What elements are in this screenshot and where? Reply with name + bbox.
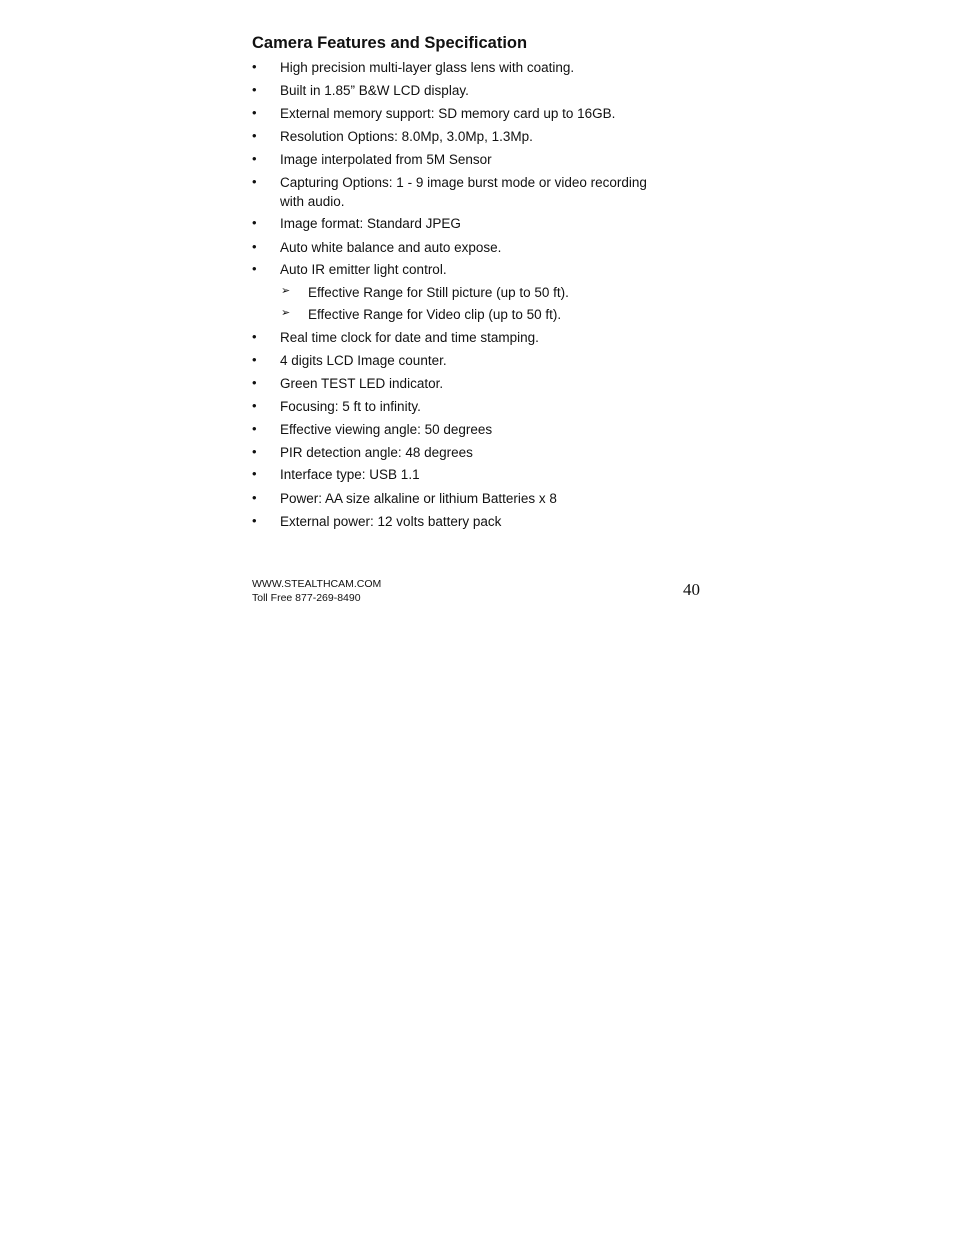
list-item: Capturing Options: 1 - 9 image burst mode or video recording bbox=[280, 175, 647, 190]
list-item: Effective viewing angle: 50 degrees bbox=[280, 422, 493, 437]
bullet-icon: • bbox=[252, 398, 257, 413]
footer-phone: Toll Free 877-269-8490 bbox=[252, 592, 361, 604]
bullet-icon: • bbox=[252, 513, 257, 528]
sub-list-item: Effective Range for Still picture (up to 50 ft). bbox=[308, 285, 569, 300]
list-item: External power: 12 volts battery pack bbox=[280, 514, 502, 529]
bullet-icon: • bbox=[252, 105, 257, 120]
list-item: High precision multi-layer glass lens with coating. bbox=[280, 60, 575, 75]
bullet-icon: • bbox=[252, 239, 257, 254]
bullet-icon: • bbox=[252, 82, 257, 97]
section-heading: Camera Features and Specification bbox=[252, 34, 528, 52]
bullet-icon: • bbox=[252, 352, 257, 367]
bullet-icon: • bbox=[252, 375, 257, 390]
list-item: Interface type: USB 1.1 bbox=[280, 467, 420, 482]
bullet-icon: • bbox=[252, 174, 257, 189]
list-item-continuation: with audio. bbox=[280, 194, 345, 209]
footer-website: WWW.STEALTHCAM.COM bbox=[252, 578, 382, 590]
list-item: External memory support: SD memory card up to 16GB. bbox=[280, 106, 616, 121]
list-item: Green TEST LED indicator. bbox=[280, 376, 444, 391]
list-item: Power: AA size alkaline or lithium Batteries x 8 bbox=[280, 491, 557, 506]
list-item: Auto white balance and auto expose. bbox=[280, 240, 502, 255]
bullet-icon: • bbox=[252, 444, 257, 459]
list-item: Real time clock for date and time stamping. bbox=[280, 330, 539, 345]
bullet-icon: • bbox=[252, 421, 257, 436]
list-item: PIR detection angle: 48 degrees bbox=[280, 445, 473, 460]
bullet-icon: • bbox=[252, 261, 257, 276]
bullet-icon: • bbox=[252, 59, 257, 74]
list-item: Focusing: 5 ft to infinity. bbox=[280, 399, 421, 414]
arrow-bullet-icon: ➢ bbox=[281, 285, 291, 297]
list-item: Image format: Standard JPEG bbox=[280, 216, 461, 231]
list-item: Auto IR emitter light control. bbox=[280, 262, 447, 277]
bullet-icon: • bbox=[252, 466, 257, 481]
bullet-icon: • bbox=[252, 329, 257, 344]
list-item: Image interpolated from 5M Sensor bbox=[280, 152, 492, 167]
sub-list-item: Effective Range for Video clip (up to 50 ft). bbox=[308, 307, 562, 322]
list-item: Built in 1.85” B&W LCD display. bbox=[280, 83, 469, 98]
bullet-icon: • bbox=[252, 151, 257, 166]
bullet-icon: • bbox=[252, 490, 257, 505]
list-item: Resolution Options: 8.0Mp, 3.0Mp, 1.3Mp. bbox=[280, 129, 533, 144]
page-number: 40 bbox=[683, 580, 700, 599]
bullet-icon: • bbox=[252, 128, 257, 143]
arrow-bullet-icon: ➢ bbox=[281, 307, 291, 319]
bullet-icon: • bbox=[252, 215, 257, 230]
list-item: 4 digits LCD Image counter. bbox=[280, 353, 447, 368]
